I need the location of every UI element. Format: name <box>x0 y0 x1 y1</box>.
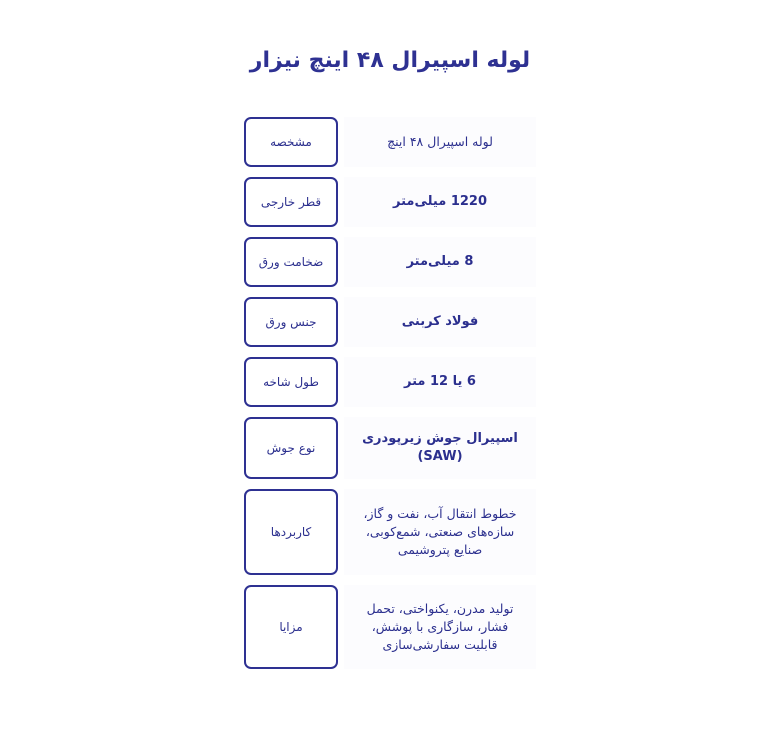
spec-label: طول شاخه <box>244 357 338 407</box>
spec-label: جنس ورق <box>244 297 338 347</box>
spec-row-applications <box>244 489 536 575</box>
spec-row-property <box>244 117 536 167</box>
spec-row-advantages <box>244 585 536 669</box>
spec-row-weld-type <box>244 417 536 479</box>
spec-value: 1220 میلی‌متر <box>344 177 536 227</box>
spec-label: کاربردها <box>244 489 338 575</box>
spec-row-material <box>244 297 536 347</box>
spec-value: 6 یا 12 متر <box>344 357 536 407</box>
spec-label: مزایا <box>244 585 338 669</box>
spec-label: مشخصه <box>244 117 338 167</box>
spec-row-thickness <box>244 237 536 287</box>
spec-value: تولید مدرن، یکنواختی، تحمل فشار، سازگاری با پوشش، قابلیت سفارشی‌سازی <box>344 585 536 669</box>
spec-row-outer-diameter <box>244 177 536 227</box>
page-title: لوله اسپیرال ۴۸ اینچ نیزار <box>249 48 531 73</box>
spec-label: ضخامت ورق <box>244 237 338 287</box>
spec-label: نوع جوش <box>244 417 338 479</box>
spec-value: 8 میلی‌متر <box>344 237 536 287</box>
spec-value: اسپیرال جوش زیرپودری (SAW) <box>344 417 536 479</box>
spec-value: لوله اسپیرال ۴۸ اینچ <box>344 117 536 167</box>
spec-table <box>244 117 536 679</box>
spec-value: فولاد کربنی <box>344 297 536 347</box>
spec-value: خطوط انتقال آب، نفت و گاز، سازه‌های صنعتی، شمع‌کوبی، صنایع پتروشیمی <box>344 489 536 575</box>
spec-label: قطر خارجی <box>244 177 338 227</box>
spec-row-length <box>244 357 536 407</box>
